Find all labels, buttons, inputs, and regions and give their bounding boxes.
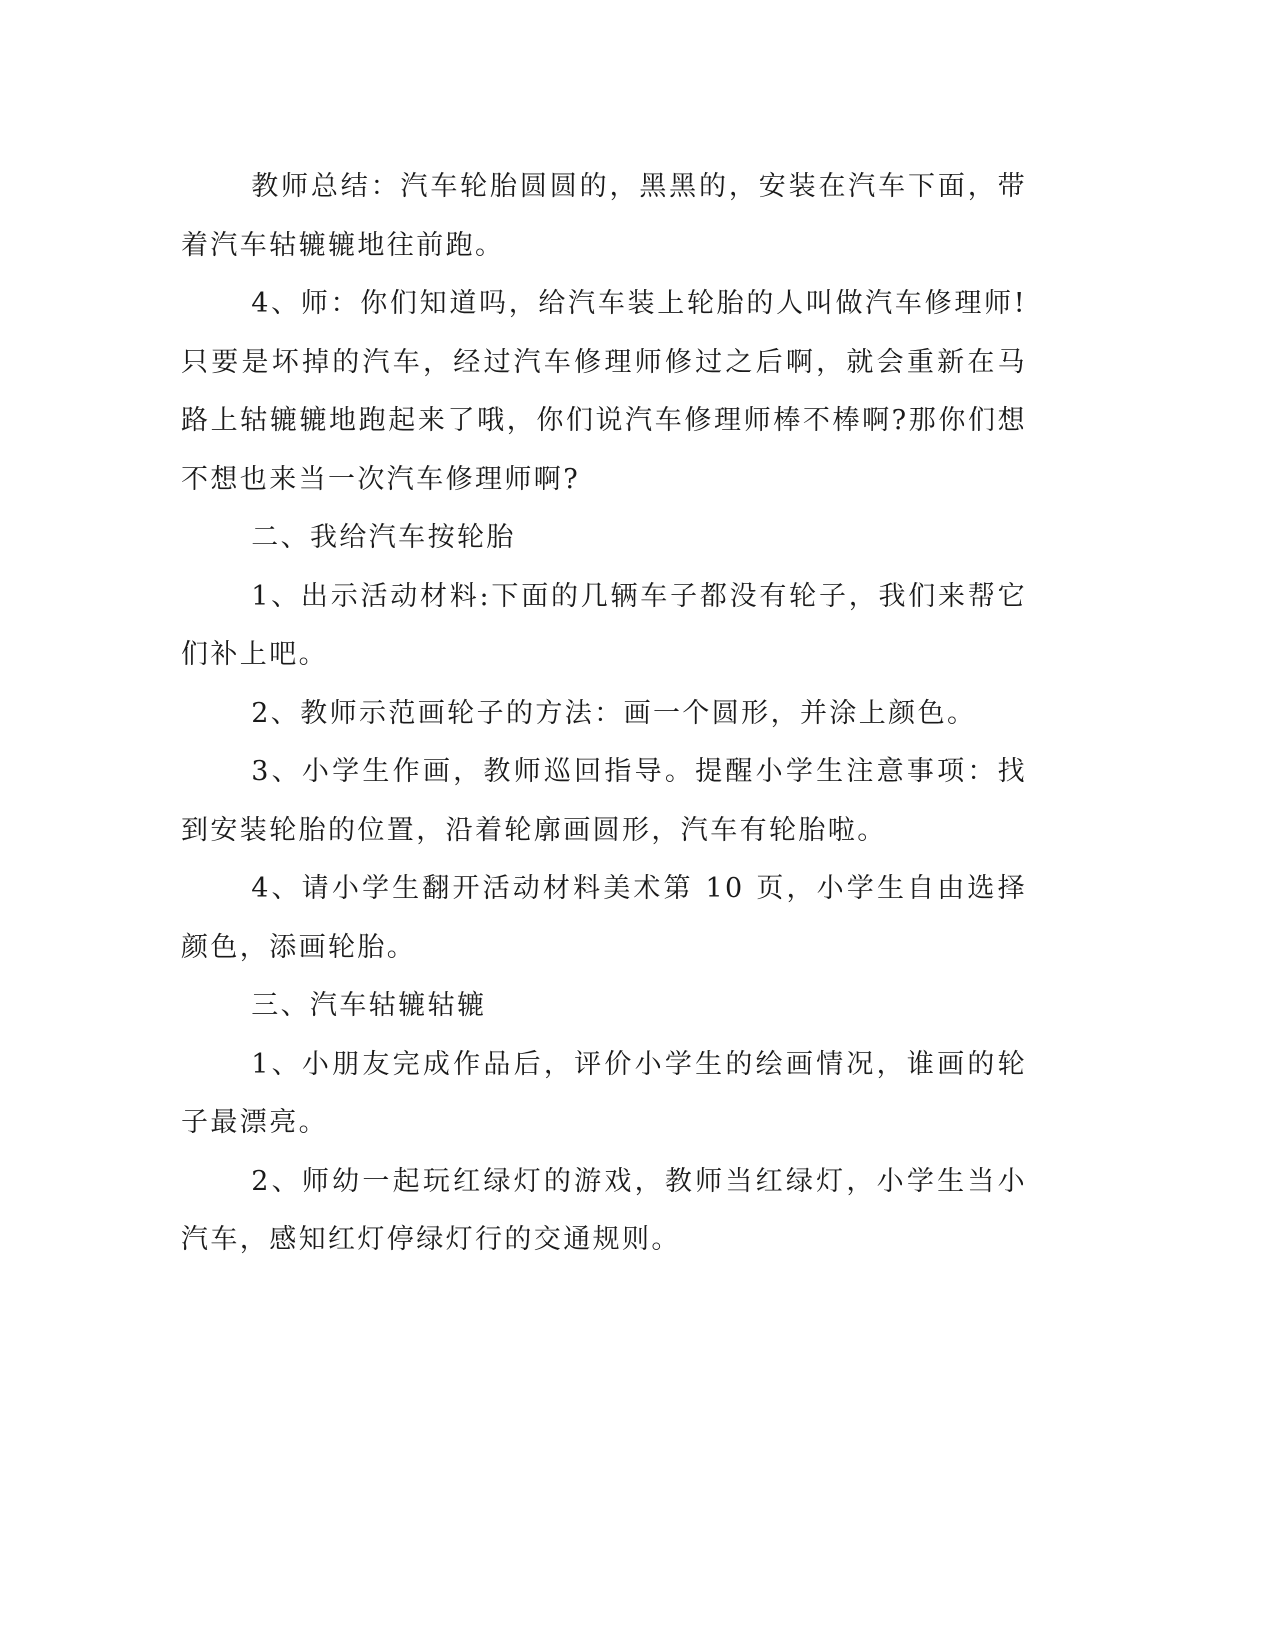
paragraph-teacher-summary: 教师总结：汽车轮胎圆圆的，黑黑的，安装在汽车下面，带着汽车轱辘辘地往前跑。 bbox=[181, 171, 1027, 261]
paragraph-step-1-evaluation: 1、小朋友完成作品后，评价小学生的绘画情况，谁画的轮子最漂亮。 bbox=[181, 1048, 1027, 1138]
section-heading-add-tires: 二、我给汽车按轮胎 bbox=[251, 522, 516, 553]
paragraph-step-4-coloring: 4、请小学生翻开活动材料美术第 10 页，小学生自由选择颜色，添画轮胎。 bbox=[181, 873, 1027, 963]
section-heading-cars-rolling: 三、汽车轱辘轱辘 bbox=[251, 990, 487, 1021]
paragraph-step-3-drawing: 3、小学生作画，教师巡回指导。提醒小学生注意事项：找到安装轮胎的位置，沿着轮廓画圆形，汽车有轮胎啦。 bbox=[181, 756, 1027, 846]
paragraph-step-2-traffic-game: 2、师幼一起玩红绿灯的游戏，教师当红绿灯，小学生当小汽车，感知红灯停绿灯行的交通规则。 bbox=[181, 1165, 1027, 1255]
paragraph-step-4-repair-master: 4、师：你们知道吗，给汽车装上轮胎的人叫做汽车修理师!只要是坏掉的汽车，经过汽车修理师修过之后啊，就会重新在马路上轱辘辘地跑起来了哦，你们说汽车修理师棒不棒啊?那你们想不想也来当一次汽车修理师啊? bbox=[181, 288, 1027, 495]
document-body bbox=[181, 158, 1027, 1270]
paragraph-step-1-materials: 1、出示活动材料:下面的几辆车子都没有轮子，我们来帮它们补上吧。 bbox=[181, 580, 1027, 670]
paragraph-step-2-demo: 2、教师示范画轮子的方法：画一个圆形，并涂上颜色。 bbox=[251, 697, 977, 729]
